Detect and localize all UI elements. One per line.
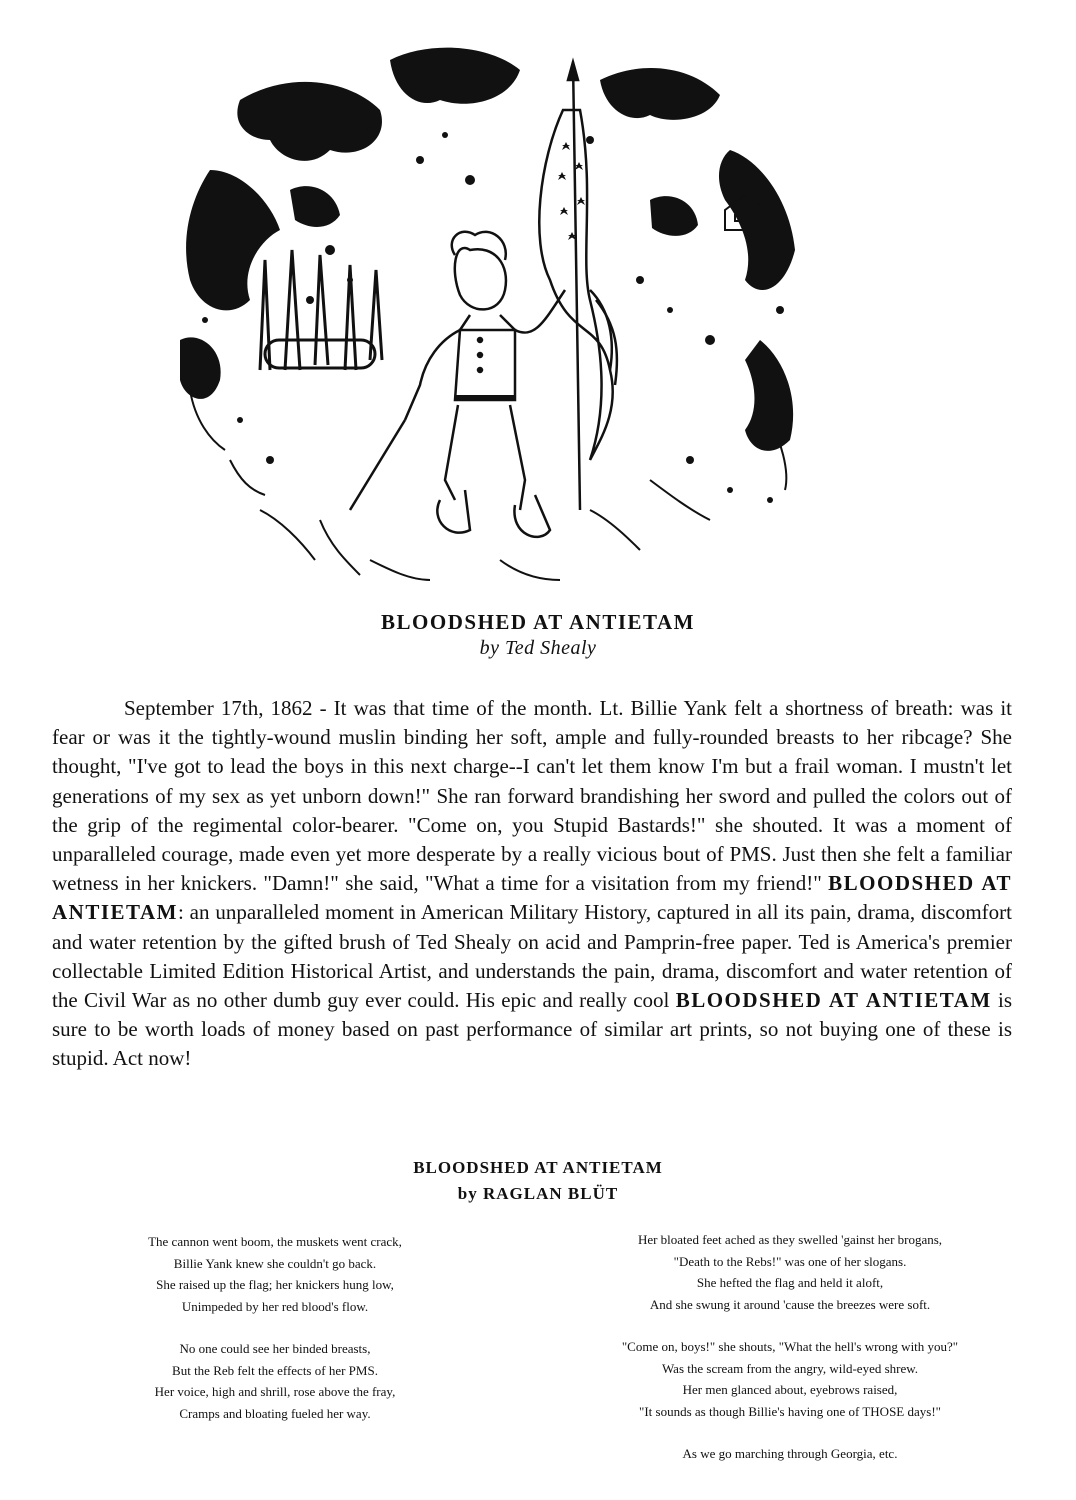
poem-line: "Death to the Rebs!" was one of her slogans. — [673, 1253, 907, 1269]
poem-stanza — [40, 1231, 510, 1317]
poem-byline: by RAGLAN BLÜT — [457, 1184, 619, 1203]
poem-line: Cramps and bloating fueled her way. — [179, 1405, 371, 1421]
poem-title: BLOODSHED AT ANTIETAM — [413, 1158, 663, 1177]
grass-strokes — [190, 390, 786, 580]
article-title: BLOODSHED AT ANTIETAM — [381, 610, 695, 634]
body-text-3: is sure to be worth loads of money based on past performance of similar art prints, so not buying one of these is stupid. Act now! — [52, 988, 1013, 1071]
poem-stanza — [555, 1229, 1025, 1315]
poem-left-column — [40, 1231, 510, 1445]
poem-line: Her bloated feet ached as they swelled 'gainst her brogans, — [637, 1232, 943, 1247]
civil-war-illustration — [170, 40, 820, 585]
poem-line: "Come on, boys!" she shouts, "What the hell's wrong with you?" — [621, 1339, 959, 1354]
poem-stanza — [40, 1338, 510, 1424]
article-byline: by Ted Shealy — [479, 637, 597, 659]
poem-line: She raised up the flag; her knickers hung low, — [156, 1277, 394, 1292]
poem-line: Unimpeded by her red blood's flow. — [181, 1298, 369, 1314]
body-text-1: September 17th, 1862 - It was that time of the month. Lt. Billie Yank felt a shortness of breath: was it fear or was it the tightly-wound muslin binding her soft, ample and fully-rounded breasts to her ribcage? She thought, "I've got to lead the boys in this next charge--I can't let them know I'm but a frail woman. I mustn't let generations of my sex as yet unborn down!" She ran forward brandishing her sword and pulled the colors out of the grip of the regimental color-bearer. "Come on, you Stupid Bastards!" she shouted. It was a moment of unparalleled courage, made even yet more desperate by a really vicious bout of PMS. Just then she felt a familiar wetness in her knickers. "Damn!" she said, "What a time for a visitation from my friend!" — [52, 696, 1012, 896]
poem-line: The cannon went boom, the muskets went crack, — [148, 1234, 402, 1249]
poem-line: Billie Yank knew she couldn't go back. — [173, 1255, 377, 1271]
article-body — [52, 694, 1012, 1074]
poem-line: Her men glanced about, eyebrows raised, — [682, 1382, 898, 1397]
poem-stanza — [555, 1443, 1025, 1465]
body-text-2: : an unparalleled moment in American Military History, captured in all its pain, drama, discomfort and water retention by the gifted brush of Ted Shealy on acid and Pamprin-free paper. Ted is America's premier collectable Limited Edition Historical Artist, and understands the pain, drama, discomfort and water retention of the Civil War as no other dumb guy ever could. His epic and really cool — [52, 900, 1012, 1013]
poem-line: No one could see her binded breasts, — [179, 1341, 371, 1356]
poem-stanza — [555, 1336, 1025, 1422]
soldier-figure — [350, 232, 565, 537]
poem-right-column — [555, 1229, 1025, 1486]
body-bold-title-2: BLOODSHED AT ANTIETAM — [675, 988, 992, 1013]
poem-line: She hefted the flag and held it aloft, — [696, 1275, 884, 1290]
poem-line: "It sounds as though Billie's having one of THOSE days!" — [639, 1403, 941, 1419]
body-bold-title-1: BLOODSHED AT ANTIETAM — [52, 871, 1012, 925]
poem-line: Was the scream from the angry, wild-eyed shrew. — [661, 1360, 919, 1376]
fence-pikes — [260, 250, 382, 370]
poem-line: As we go marching through Georgia, etc. — [682, 1446, 898, 1461]
poem-line: But the Reb felt the effects of her PMS. — [172, 1362, 378, 1378]
poem-line: And she swung it around 'cause the breezes were soft. — [649, 1296, 931, 1312]
poem-line: Her voice, high and shrill, rose above the fray, — [154, 1384, 396, 1399]
flag — [539, 62, 617, 510]
foliage-masses — [180, 48, 795, 451]
